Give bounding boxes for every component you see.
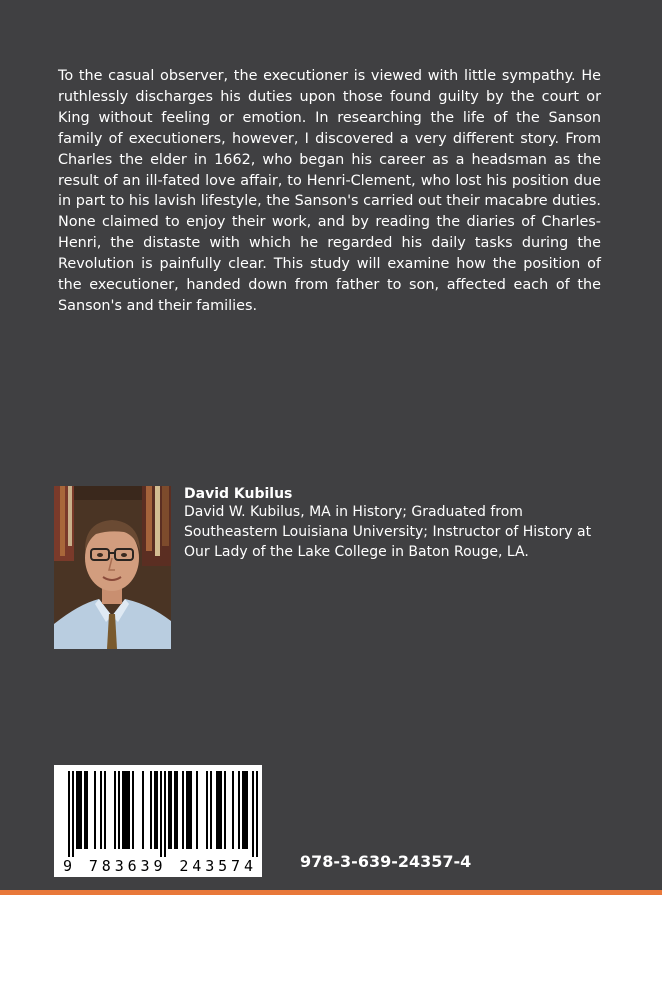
barcode-bar	[114, 771, 116, 849]
barcode-bar	[232, 771, 234, 849]
barcode-bar	[100, 771, 102, 849]
barcode-bar	[126, 771, 128, 849]
barcode-bar	[188, 771, 190, 849]
barcode-bar	[78, 771, 80, 849]
barcode-bar	[68, 771, 70, 857]
orange-accent-bar	[0, 890, 662, 895]
barcode-bar	[256, 771, 258, 857]
barcode-bar	[122, 771, 124, 849]
barcode-bar	[174, 771, 176, 849]
barcode-bar	[244, 771, 246, 849]
isbn-number: 978-3-639-24357-4	[300, 852, 472, 871]
barcode-bar	[238, 771, 240, 849]
barcode-bar	[128, 771, 130, 849]
barcode-bar	[150, 771, 152, 849]
barcode-bar	[80, 771, 82, 849]
barcode-bar	[182, 771, 184, 849]
barcode-bars	[68, 771, 258, 857]
barcode-bar	[142, 771, 144, 849]
barcode-bar	[186, 771, 188, 849]
barcode-bar	[84, 771, 86, 849]
barcode-bar	[224, 771, 226, 849]
barcode-bar	[242, 771, 244, 849]
barcode-bar	[216, 771, 218, 849]
barcode-bar	[190, 771, 192, 849]
barcode-bar	[252, 771, 254, 857]
barcode-bar	[170, 771, 172, 849]
barcode-bar	[72, 771, 74, 857]
author-photo	[54, 486, 171, 649]
barcode-bar	[118, 771, 120, 849]
author-name: David Kubilus	[184, 486, 293, 502]
barcode-bar	[86, 771, 88, 849]
barcode-bar	[220, 771, 222, 849]
barcode-bar	[104, 771, 106, 849]
isbn-barcode	[54, 765, 262, 877]
barcode-bar	[210, 771, 212, 849]
barcode-bar	[76, 771, 78, 849]
barcode-bar	[124, 771, 126, 849]
barcode-bar	[206, 771, 208, 849]
barcode-digits: 9 783639 243574	[63, 857, 253, 875]
barcode-bar	[160, 771, 162, 857]
barcode-bar	[196, 771, 198, 849]
barcode-bar	[154, 771, 156, 849]
barcode-bar	[168, 771, 170, 849]
author-bio: David W. Kubilus, MA in History; Graduated from Southeastern Louisiana University; Instructor of History at Our Lady of the Lake College in Baton Rouge, LA.	[184, 504, 592, 560]
book-description: To the casual observer, the executioner is viewed with little sympathy. He ruthlessly discharges his duties upon those found guilty by the court or King without feeling or emotion. In researching the life of the Sanson family of executioners, however, I discovered a very different story. From Charles the elder in 1662, who began his career as a headsman as the result of an ill-fated love affair, to Henri-Clement, who lost his position due in part to his lavish lifestyle, the Sanson's carried out their macabre duties. None claimed to enjoy their work, and by reading the diaries of Charles-Henri, the distaste with which he regarded his daily tasks during the Revolution is painfully clear. This study will examine how the position of the executioner, handed down from father to son, affected each of the Sanson's and their families.	[58, 68, 601, 314]
barcode-bar	[176, 771, 178, 849]
barcode-bar	[94, 771, 96, 849]
barcode-bar	[164, 771, 166, 857]
barcode-bar	[218, 771, 220, 849]
barcode-bar	[132, 771, 134, 849]
barcode-bar	[246, 771, 248, 849]
barcode-bar	[156, 771, 158, 849]
